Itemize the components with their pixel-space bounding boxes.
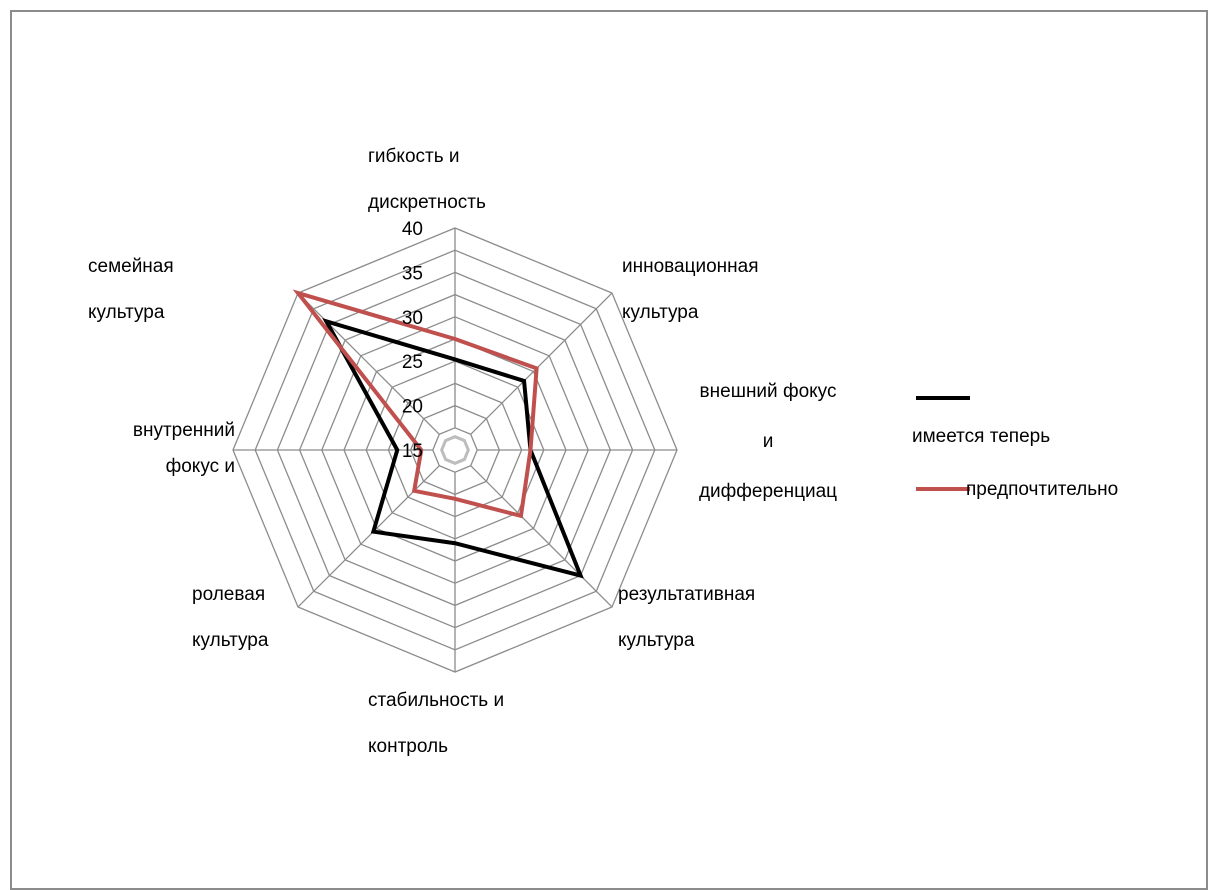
- legend-label-1: имеется теперь: [912, 426, 1050, 447]
- tick-label: 30: [402, 308, 423, 329]
- tick-label: 35: [402, 263, 423, 284]
- radial-tick-labels: [402, 219, 423, 462]
- center-ring: [442, 437, 469, 464]
- category-label: культура: [618, 630, 695, 651]
- tick-label: 40: [402, 219, 423, 240]
- category-label: инновационная: [622, 256, 759, 277]
- category-labels: [88, 146, 837, 757]
- category-label: ролевая: [192, 584, 265, 605]
- category-label: фокус и: [166, 456, 235, 477]
- category-label: дифференциац: [699, 481, 837, 502]
- category-label: внешний фокус: [700, 381, 837, 402]
- category-label: дискретность: [368, 192, 486, 213]
- category-label: культура: [622, 302, 699, 323]
- grid-spoke: [471, 466, 612, 607]
- category-label: результативная: [618, 584, 755, 605]
- category-label: контроль: [368, 736, 448, 757]
- category-label: культура: [192, 630, 269, 651]
- category-label: внутренний: [133, 420, 235, 441]
- category-label: и: [763, 431, 774, 452]
- tick-label: 15: [402, 441, 423, 462]
- category-label: стабильность и: [368, 690, 504, 711]
- category-label: культура: [88, 302, 165, 323]
- tick-label: 25: [402, 352, 423, 373]
- grid-ring: [433, 428, 477, 472]
- tick-label: 20: [402, 397, 423, 418]
- category-label: гибкость и: [368, 146, 460, 167]
- legend: [912, 398, 1118, 500]
- legend-label-2: предпочтительно: [966, 479, 1118, 500]
- grid-spoke: [471, 293, 612, 434]
- category-label: семейная: [88, 256, 174, 277]
